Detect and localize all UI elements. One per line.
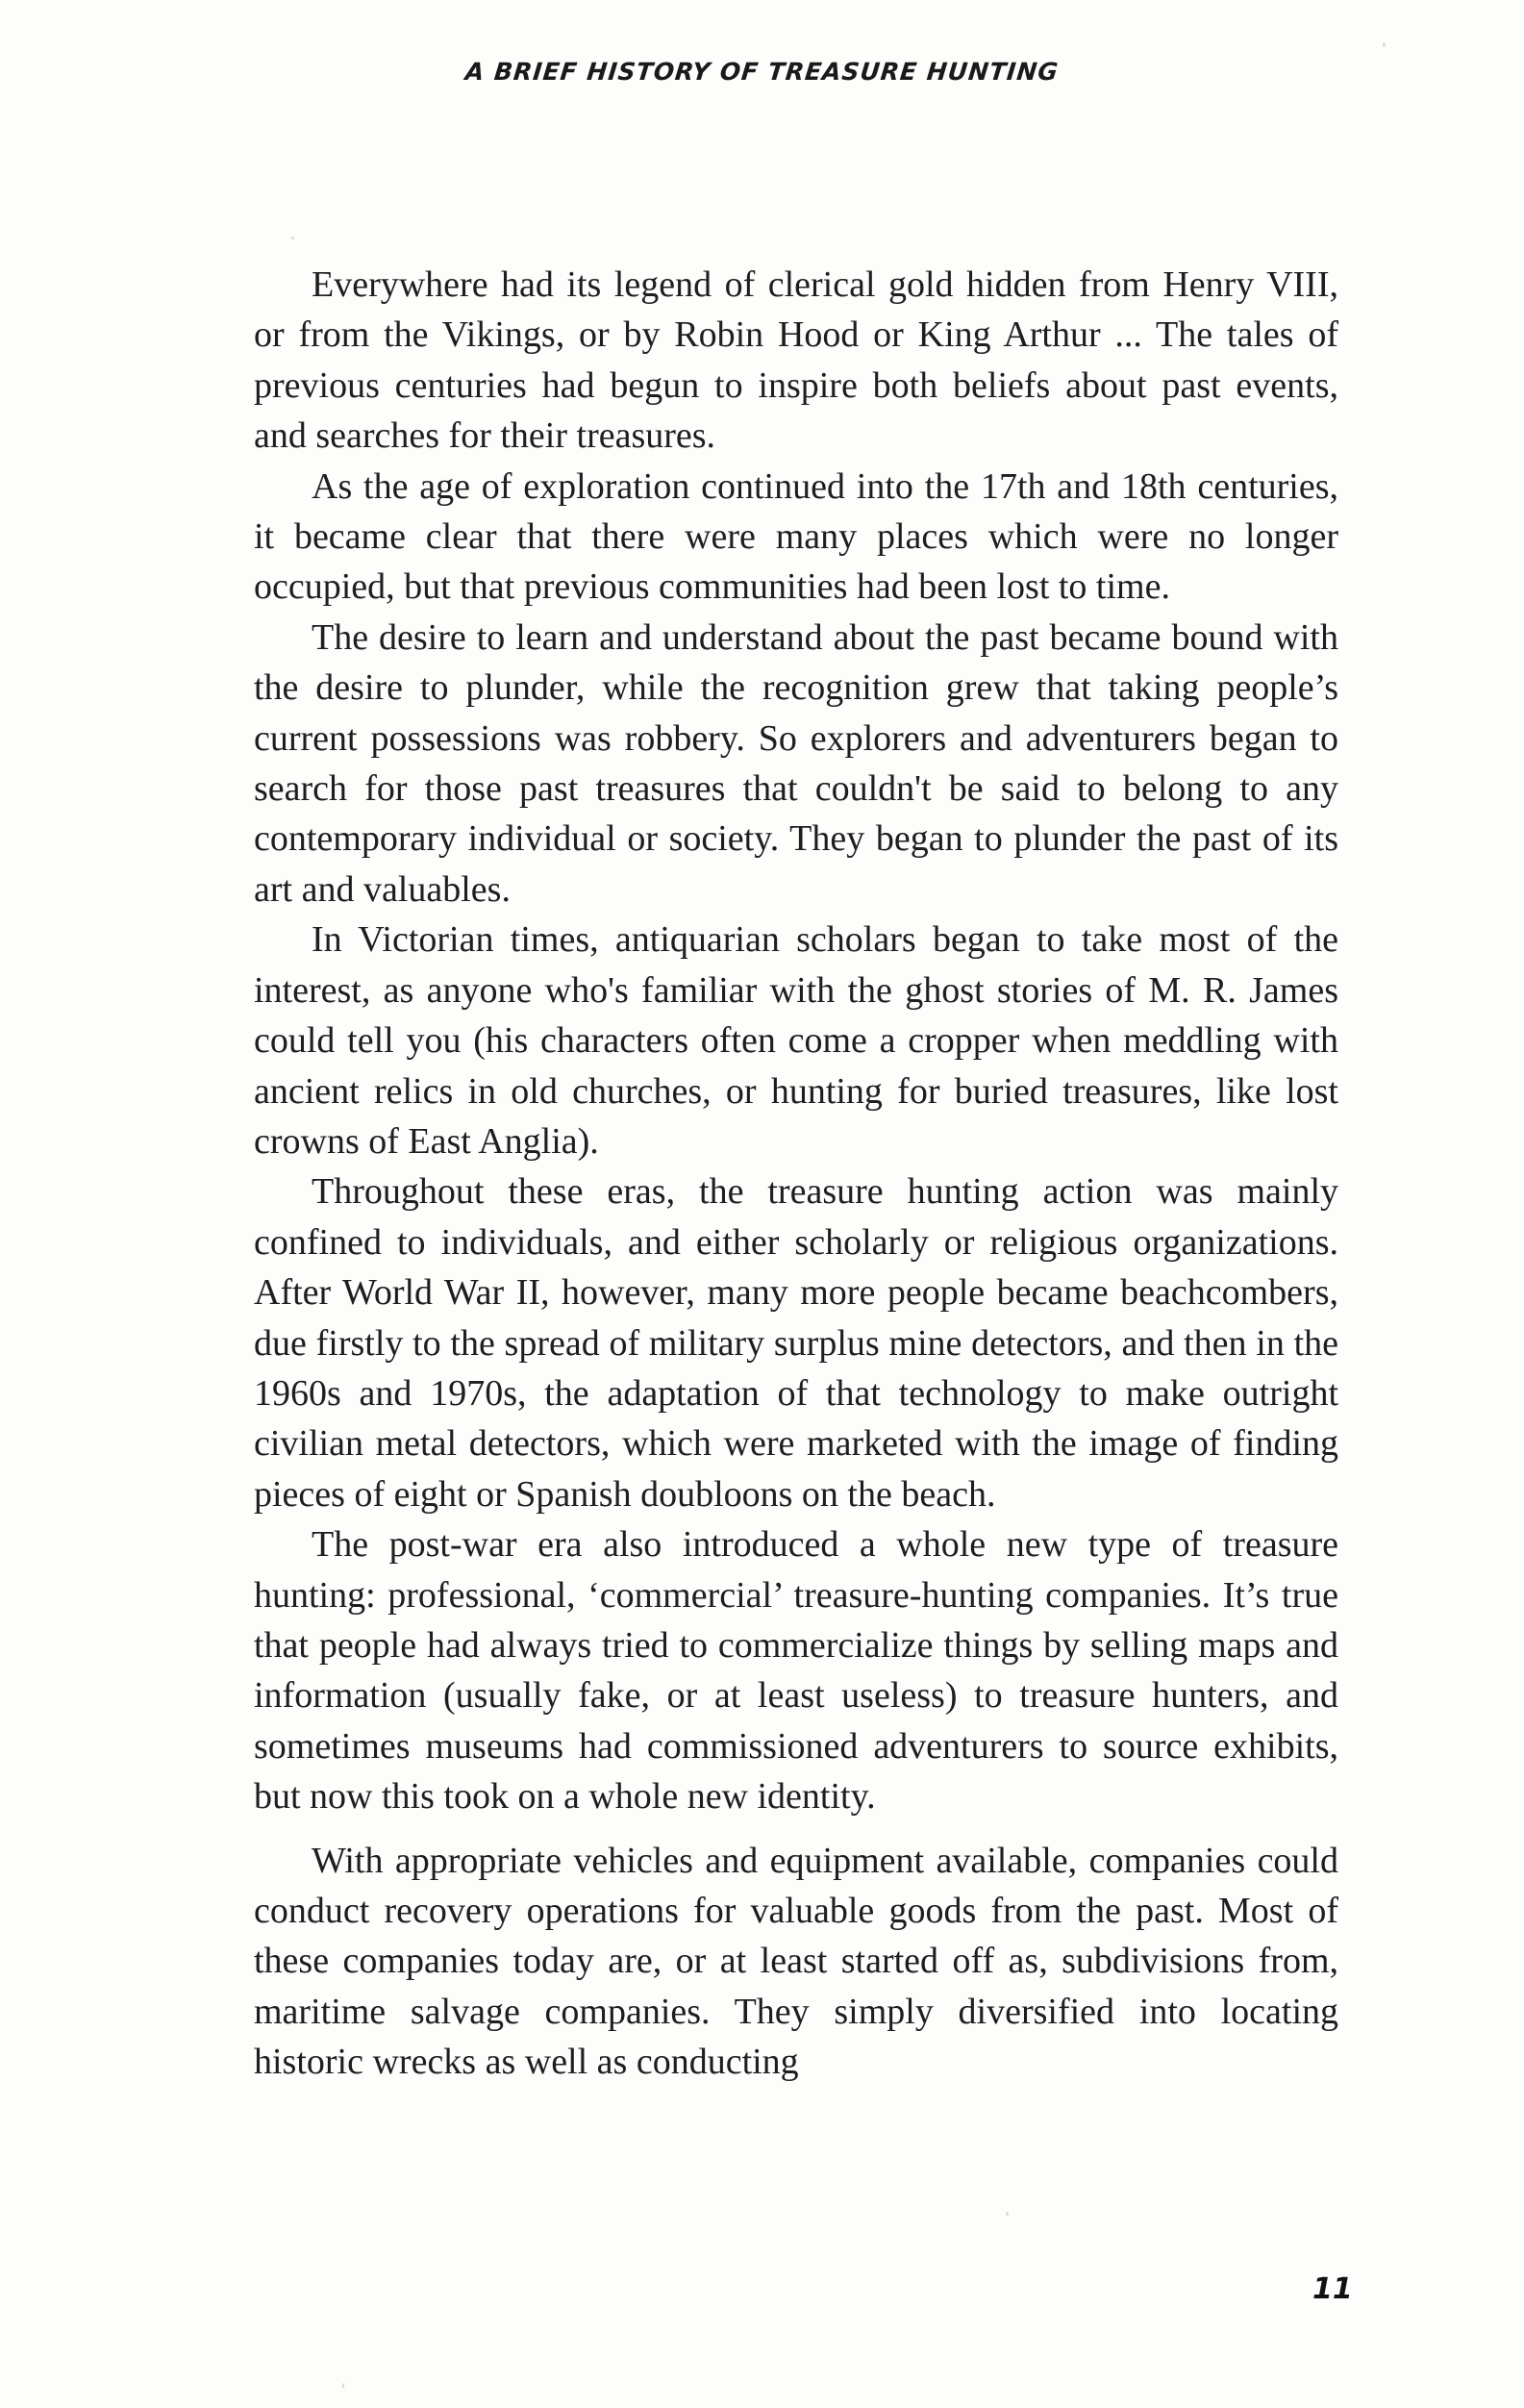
paper-speck [291, 237, 294, 239]
paper-speck [342, 2383, 344, 2389]
paragraph: Throughout these eras, the treasure hunting action was mainly confined to individuals, and either scholarly or religious organizations. After World War II, however, many more people became beachcombers, due firstly to the spread of military surplus mine detectors, and then in the 1960s and 1970s, the adaptation of that technology to make outright civilian metal detectors, which were marketed with the image of finding pieces of eight or Spanish doubloons on the beach. [254, 1171, 1338, 1515]
body-text [254, 260, 1338, 2088]
paragraph: As the age of exploration continued into the 17th and 18th centuries, it became clear that there were many places which were no longer occupied, but that previous communities had been lost to time. [254, 465, 1338, 608]
paragraph: The post-war era also introduced a whole new type of treasure hunting: professional, ‘commercial’ treasure-hunting companies. It’s true that people had always tried to commercialize things by selling maps and information (usually fake, or at least useless) to treasure hunters, and sometimes museums had commissioned adventurers to source exhibits, but now this took on a whole new identity. [254, 1524, 1338, 1818]
paragraph: Everywhere had its legend of clerical gold hidden from Henry VIII, or from the Vikings, or by Robin Hood or King Arthur ... The tales of previous centuries had begun to inspire both beliefs about past events, and searches for their treasures. [254, 264, 1338, 457]
running-head: A BRIEF HISTORY OF TREASURE HUNTING [463, 58, 1061, 86]
page-number: 11 [1312, 2272, 1353, 2306]
paragraph: In Victorian times, antiquarian scholars began to take most of the interest, as anyone who's familiar with the ghost stories of M. R. James could tell you (his characters often come a cropper when meddling with ancient relics in old churches, or hunting for buried treasures, like lost crowns of East Anglia). [254, 919, 1338, 1162]
paragraph: With appropriate vehicles and equipment available, companies could conduct recovery operations for valuable goods from the past. Most of these companies today are, or at least started off as, subdivisions from, maritime salvage companies. They simply diversified into locating historic wrecks as well as conducting [254, 1840, 1338, 2083]
paragraph: The desire to learn and understand about the past became bound with the desire to plunder, while the recognition grew that taking people’s current possessions was robbery. So explorers and adventurers began to search for those past treasures that couldn't be said to belong to any contemporary individual or society. They began to plunder the past of its art and valuables. [254, 616, 1338, 910]
paper-speck [1006, 2212, 1009, 2216]
paper-speck [1383, 42, 1386, 47]
